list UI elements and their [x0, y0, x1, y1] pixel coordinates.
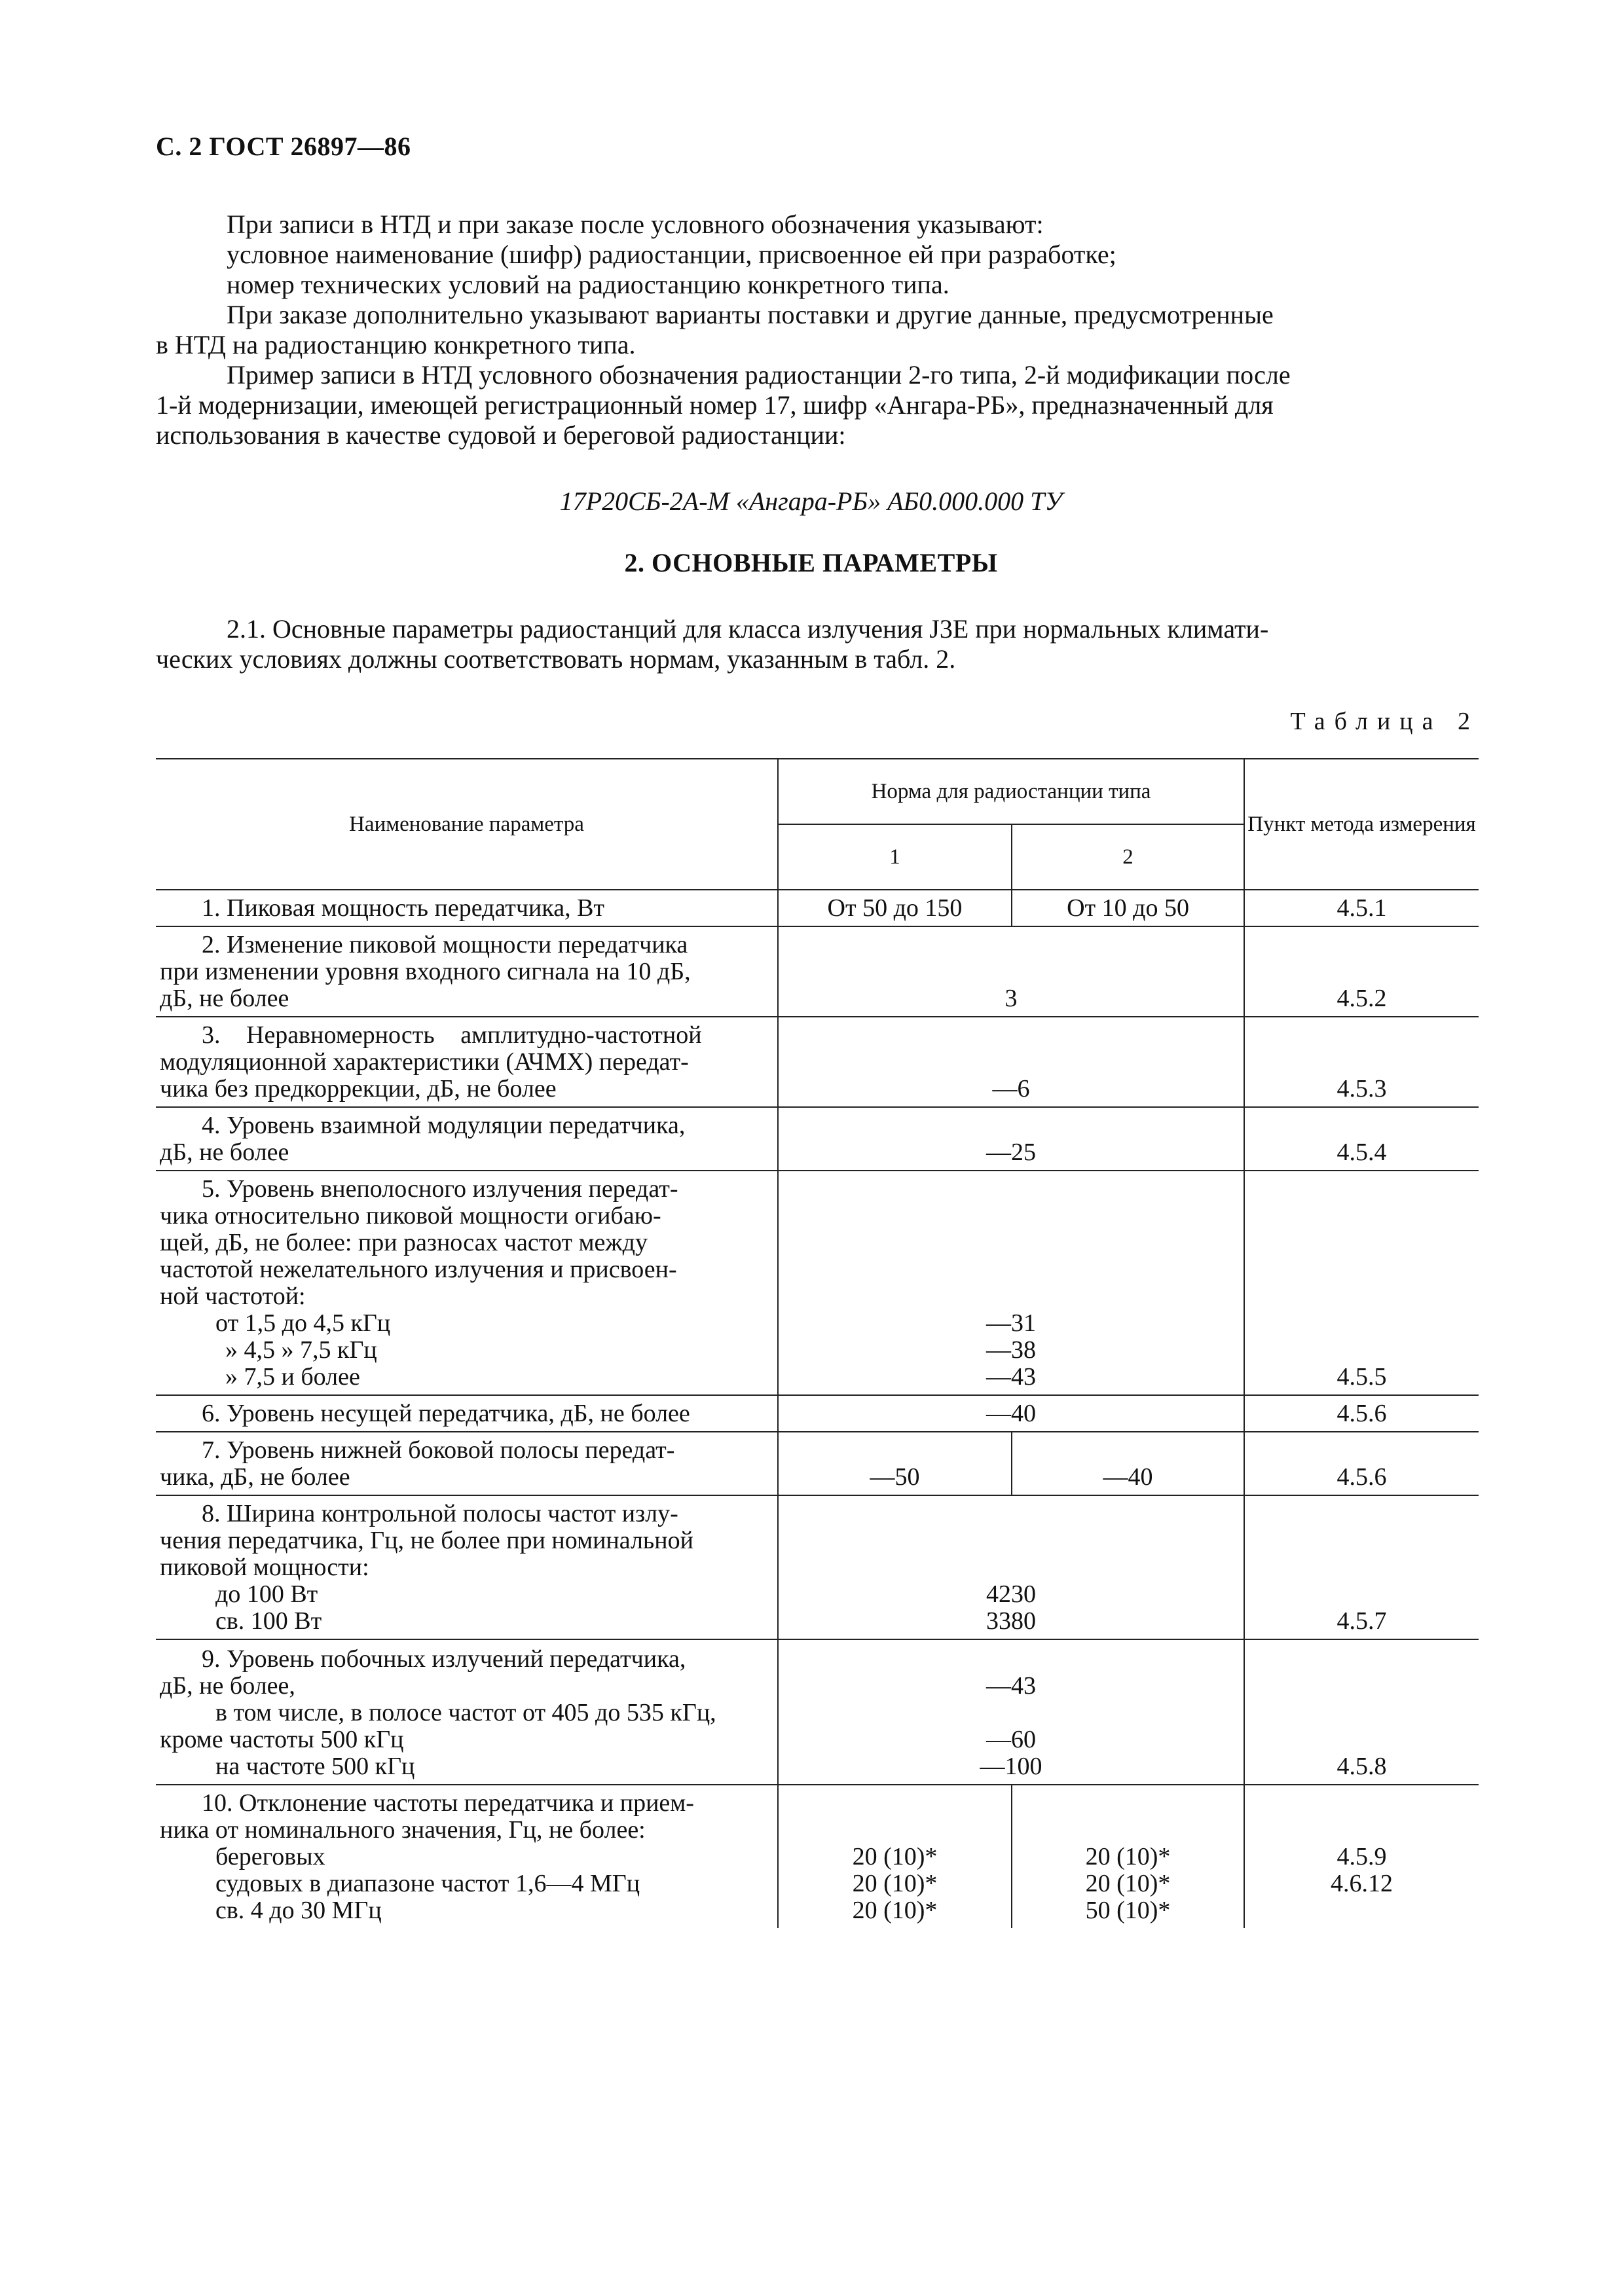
header-type-2: 2: [1012, 824, 1244, 890]
param-cell: [156, 1785, 778, 1928]
text-line: в НТД на радиостанцию конкретного типа.: [156, 330, 636, 359]
param-text: щей, дБ, не более: при разносах частот между: [160, 1229, 648, 1256]
method-ref-cell: [1244, 1432, 1479, 1495]
param-text: 6. Уровень несущей передатчика, дБ, не более: [202, 1400, 690, 1427]
param-cell: [156, 1017, 778, 1107]
param-cell: [156, 1107, 778, 1171]
method-ref-cell: [1244, 926, 1479, 1017]
norm-both-cell: [778, 1171, 1244, 1395]
table-row: [156, 1395, 1479, 1432]
table-row: [156, 1432, 1479, 1495]
param-text: частотой нежелательного излучения и присвоен-: [160, 1256, 677, 1283]
ref-value: 4.5.6: [1336, 1463, 1387, 1491]
norm-both-cell: [778, 1495, 1244, 1639]
norm-value: 50 (10)*: [1085, 1897, 1171, 1924]
norm-value: —100: [980, 1753, 1042, 1780]
table-row: [156, 1495, 1479, 1639]
norm-value: —38: [986, 1336, 1036, 1364]
table-row: [156, 1017, 1479, 1107]
param-text: дБ, не более,: [160, 1672, 295, 1700]
ref-value: 4.5.6: [1336, 1400, 1387, 1427]
param-cell: [156, 926, 778, 1017]
param-text: 8. Ширина контрольной полосы частот излу-: [202, 1500, 678, 1527]
example-intro-paragraph: [156, 360, 1479, 450]
ref-value: 4.6.12: [1331, 1870, 1393, 1897]
norm-both-cell: [778, 1395, 1244, 1432]
param-text: дБ, не более: [160, 985, 289, 1012]
param-subitem: в том числе, в полосе частот от 405 до 535 кГц,: [215, 1699, 716, 1726]
section-title: 2. ОСНОВНЫЕ ПАРАМЕТРЫ: [624, 548, 998, 577]
norm-value: От 50 до 150: [827, 894, 963, 922]
param-text: кроме частоты 500 кГц: [160, 1726, 404, 1753]
norm-value: 20 (10)*: [852, 1897, 938, 1924]
param-text: 3. Неравномерность амплитудно-частотной: [202, 1021, 702, 1049]
header-param-name: Наименование параметра: [156, 759, 778, 890]
norm-both-cell: [778, 1107, 1244, 1171]
norm-value: 20 (10)*: [1085, 1870, 1171, 1897]
param-text: чика относительно пиковой мощности огибаю-: [160, 1202, 661, 1230]
method-ref-cell: [1244, 1495, 1479, 1639]
intro-paragraph: [156, 210, 1479, 300]
text-line: 2.1. Основные параметры радиостанций для класса излучения J3E при нормальных климати-: [227, 614, 1269, 644]
table-row: [156, 1639, 1479, 1785]
param-text: 2. Изменение пиковой мощности передатчика: [202, 931, 688, 958]
norm-value: —60: [986, 1726, 1036, 1753]
norm-value: —40: [1103, 1463, 1153, 1491]
param-subitem: береговых: [215, 1843, 325, 1870]
norm-type-1-cell: [778, 1432, 1012, 1495]
table-row: [156, 890, 1479, 926]
text-line: Пример записи в НТД условного обозначения радиостанции 2-го типа, 2-й модификации после: [227, 360, 1291, 390]
norm-value: —40: [986, 1400, 1036, 1427]
norm-value: 4230: [986, 1580, 1036, 1608]
header-norm: Норма для радиостанции типа: [778, 759, 1244, 824]
norm-type-1-cell: [778, 890, 1012, 926]
param-text: 9. Уровень побочных излучений передатчика,: [202, 1645, 686, 1673]
norm-both-cell: [778, 1017, 1244, 1107]
ref-value: 4.5.2: [1336, 985, 1387, 1012]
section-paragraph: [156, 614, 1479, 674]
param-subitem: св. 100 Вт: [215, 1607, 322, 1635]
param-subitem: » 7,5 и более: [225, 1363, 360, 1391]
ref-value: 4.5.7: [1336, 1607, 1387, 1635]
param-text: ника от номинального значения, Гц, не более:: [160, 1816, 646, 1844]
text-line: ческих условиях должны соответствовать нормам, указанным в табл. 2.: [156, 644, 956, 674]
param-text: 4. Уровень взаимной модуляции передатчика,: [202, 1112, 686, 1139]
table-header-row: [156, 759, 1479, 824]
param-cell: [156, 1395, 778, 1432]
param-text: чика, дБ, не более: [160, 1463, 350, 1491]
param-subitem: от 1,5 до 4,5 кГц: [215, 1309, 391, 1337]
norm-value: —43: [986, 1672, 1036, 1700]
norm-value: 3: [1005, 985, 1018, 1012]
norm-both-cell: [778, 926, 1244, 1017]
method-ref-cell: [1244, 1639, 1479, 1785]
norm-type-2-cell: [1012, 1432, 1244, 1495]
param-text: дБ, не более: [160, 1139, 289, 1166]
param-text: при изменении уровня входного сигнала на 10 дБ,: [160, 958, 691, 985]
param-text: 7. Уровень нижней боковой полосы передат-: [202, 1436, 675, 1464]
norm-value: 20 (10)*: [852, 1870, 938, 1897]
ref-value: 4.5.3: [1336, 1075, 1387, 1102]
param-cell: [156, 1432, 778, 1495]
norm-value: —31: [986, 1309, 1036, 1337]
page-header: С. 2 ГОСТ 26897—86: [156, 132, 411, 161]
param-text: модуляционной характеристики (АЧМХ) передат-: [160, 1048, 689, 1076]
param-text: чика без предкоррекции, дБ, не более: [160, 1075, 557, 1102]
order-paragraph: [156, 300, 1479, 360]
ref-value: 4.5.9: [1336, 1843, 1387, 1870]
param-text: 5. Уровень внеполосного излучения передат-: [202, 1175, 678, 1203]
param-cell: [156, 890, 778, 926]
param-subitem: » 4,5 » 7,5 кГц: [225, 1336, 377, 1364]
norm-value: —50: [870, 1463, 920, 1491]
param-text: ной частотой:: [160, 1283, 306, 1310]
table-row: [156, 1107, 1479, 1171]
ref-value: 4.5.1: [1336, 894, 1387, 922]
norm-type-1-cell: [778, 1785, 1012, 1928]
text-line: условное наименование (шифр) радиостанции, присвоенное ей при разработке;: [227, 240, 1116, 269]
header-method-ref: Пункт метода измерения: [1244, 759, 1479, 890]
ref-value: 4.5.4: [1336, 1139, 1387, 1166]
param-cell: [156, 1171, 778, 1395]
method-ref-cell: [1244, 1017, 1479, 1107]
table-row: [156, 1785, 1479, 1928]
param-cell: [156, 1495, 778, 1639]
text-line: использования в качестве судовой и береговой радиостанции:: [156, 420, 846, 450]
norm-both-cell: [778, 1639, 1244, 1785]
param-text: 10. Отклонение частоты передатчика и прием-: [202, 1789, 694, 1817]
table-caption: Таблица 2: [1290, 708, 1479, 735]
param-subitem: на частоте 500 кГц: [215, 1753, 415, 1780]
method-ref-cell: [1244, 1107, 1479, 1171]
param-text: чения передатчика, Гц, не более при номинальной: [160, 1527, 693, 1554]
text-line: номер технических условий на радиостанцию конкретного типа.: [227, 270, 949, 299]
ref-value: 4.5.8: [1336, 1753, 1387, 1780]
param-cell: [156, 1639, 778, 1785]
norm-value: 20 (10)*: [852, 1843, 938, 1870]
method-ref-cell: [1244, 1395, 1479, 1432]
norm-value: —43: [986, 1363, 1036, 1391]
header-type-1: 1: [778, 824, 1012, 890]
text-line: 1-й модернизации, имеющей регистрационный номер 17, шифр «Ангара-РБ», предназначенный для: [156, 390, 1274, 420]
norm-value: От 10 до 50: [1067, 894, 1189, 922]
method-ref-cell: [1244, 1171, 1479, 1395]
text-line: При заказе дополнительно указывают варианты поставки и другие данные, предусмотренные: [227, 300, 1274, 329]
norm-type-2-cell: [1012, 1785, 1244, 1928]
norm-value: —6: [992, 1075, 1030, 1102]
param-subitem: судовых в диапазоне частот 1,6—4 МГц: [215, 1870, 640, 1897]
param-text: 1. Пиковая мощность передатчика, Вт: [202, 894, 605, 922]
table-row: [156, 926, 1479, 1017]
method-ref-cell: [1244, 1785, 1479, 1928]
ref-value: 4.5.5: [1336, 1363, 1387, 1391]
norm-value: 3380: [986, 1607, 1036, 1635]
param-text: пиковой мощности:: [160, 1554, 369, 1581]
norm-type-2-cell: [1012, 890, 1244, 926]
method-ref-cell: [1244, 890, 1479, 926]
table-row: [156, 1171, 1479, 1395]
norm-value: 20 (10)*: [1085, 1843, 1171, 1870]
designation-example: 17Р20СБ-2А-М «Ангара-РБ» АБ0.000.000 ТУ: [559, 486, 1063, 516]
param-subitem: св. 4 до 30 МГц: [215, 1897, 382, 1924]
text-line: При записи в НТД и при заказе после условного обозначения указывают:: [227, 210, 1044, 239]
parameters-table: [156, 758, 1479, 1928]
norm-value: —25: [986, 1139, 1036, 1166]
param-subitem: до 100 Вт: [215, 1580, 318, 1608]
